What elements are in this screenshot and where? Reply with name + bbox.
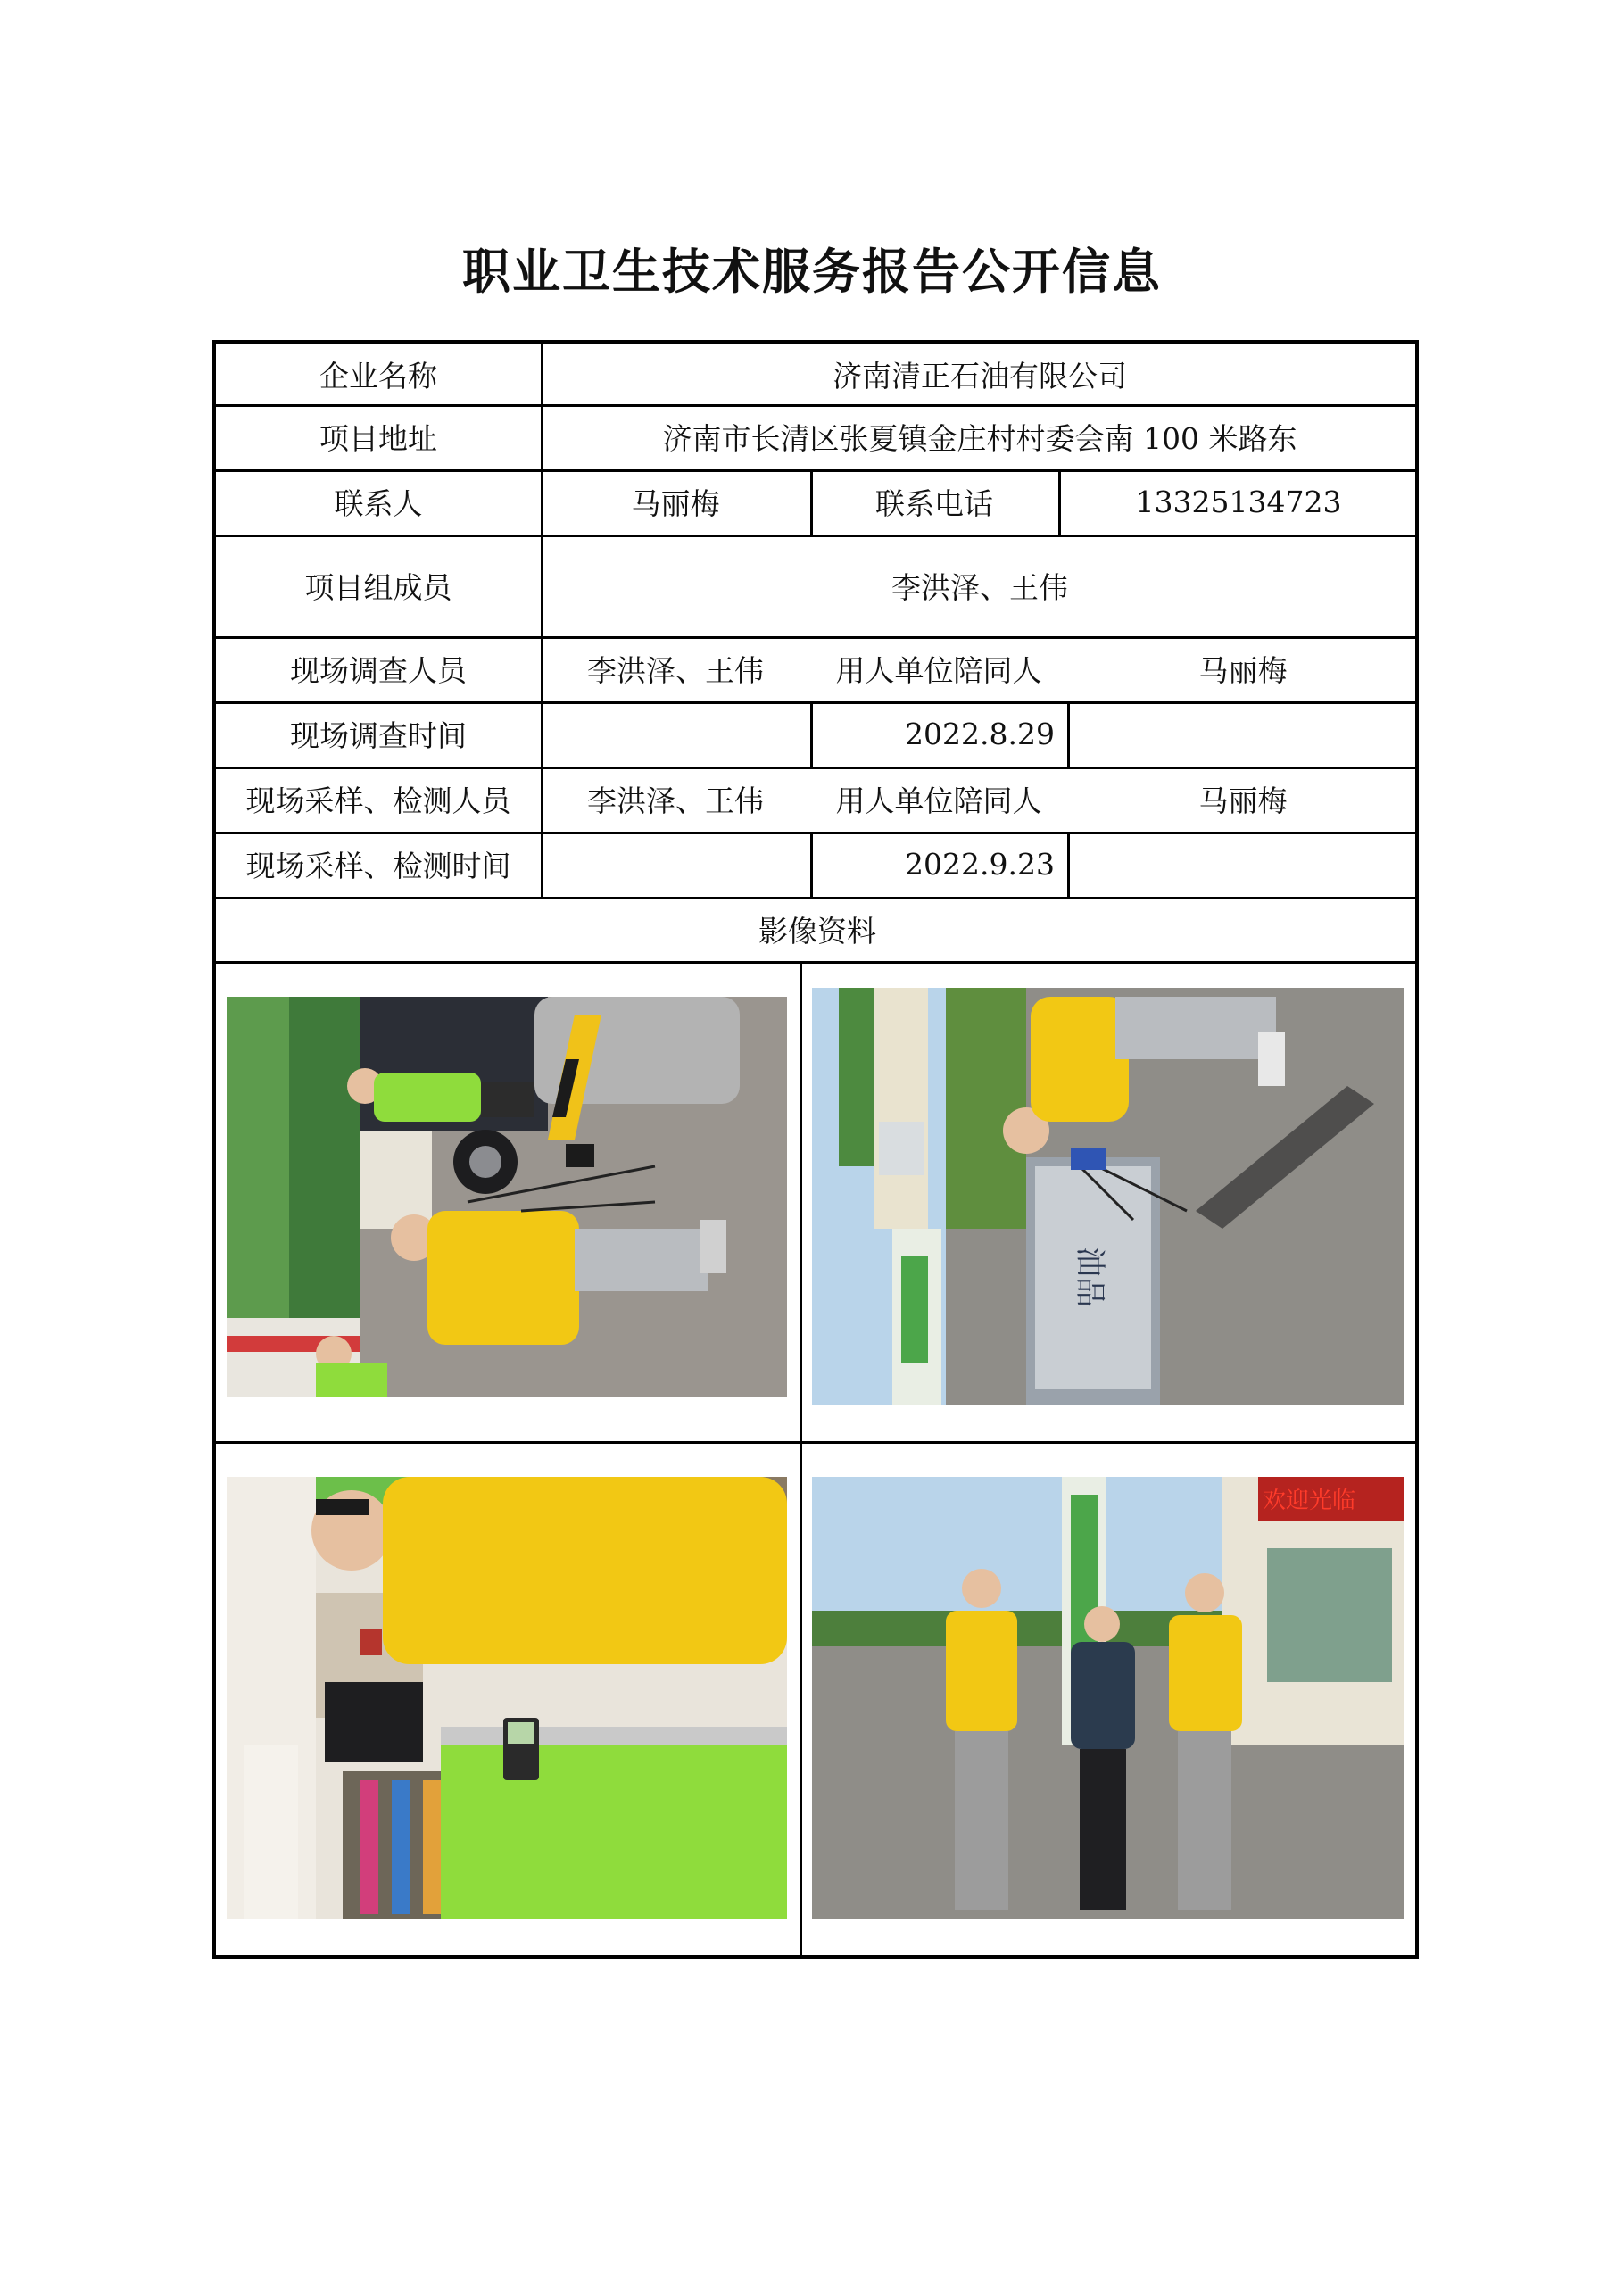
survey-companion-label: 用人单位陪同人 xyxy=(835,653,1042,688)
sampling-companion-value: 马丽梅 xyxy=(1198,783,1288,818)
row-divider xyxy=(216,961,1415,964)
person-middle xyxy=(1071,1606,1135,1910)
survey-staff-value: 李洪泽、王伟 xyxy=(587,653,764,688)
company-label: 企业名称 xyxy=(319,358,437,394)
photo-sampling-pump-area xyxy=(227,997,787,1397)
row-divider xyxy=(216,1441,1415,1444)
members-value: 李洪泽、王伟 xyxy=(891,569,1068,605)
sampling-companion-label: 用人单位陪同人 xyxy=(835,783,1042,818)
phone-label: 联系电话 xyxy=(875,486,993,521)
page-title: 职业卫生技术服务报告公开信息 xyxy=(462,244,1162,300)
person-left xyxy=(946,1569,1017,1910)
address-label: 项目地址 xyxy=(319,421,437,456)
survey-staff-label: 现场调查人员 xyxy=(290,653,467,688)
sampling-time-value: 2022.9.23 xyxy=(905,847,1055,882)
contact-label: 联系人 xyxy=(334,486,423,521)
sampling-time-label: 现场采样、检测时间 xyxy=(245,849,511,883)
sampling-staff-value: 李洪泽、王伟 xyxy=(587,783,764,818)
photo-group-outdoor xyxy=(812,1477,1404,1919)
address-value: 济南市长清区张夏镇金庄村村委会南 100 米路东 xyxy=(662,421,1297,456)
led-banner-text: 欢迎光临 xyxy=(1263,1488,1356,1514)
photo-measuring-near-sign xyxy=(812,988,1404,1405)
photo-indoor-measurement xyxy=(227,1477,787,1919)
members-label: 项目组成员 xyxy=(304,569,452,605)
sign-text: 油品 xyxy=(1072,1247,1107,1307)
survey-time-value: 2022.8.29 xyxy=(905,717,1055,751)
company-value: 济南清正石油有限公司 xyxy=(833,358,1127,394)
sampling-staff-label: 现场采样、检测人员 xyxy=(245,783,511,818)
person-right xyxy=(1169,1573,1242,1910)
contact-value: 马丽梅 xyxy=(631,486,720,521)
images-label: 影像资料 xyxy=(758,913,876,949)
col-divider xyxy=(800,961,802,1955)
info-table xyxy=(212,340,1419,1959)
survey-time-label: 现场调查时间 xyxy=(290,718,467,753)
phone-value: 13325134723 xyxy=(1135,485,1342,519)
survey-companion-value: 马丽梅 xyxy=(1198,653,1288,688)
